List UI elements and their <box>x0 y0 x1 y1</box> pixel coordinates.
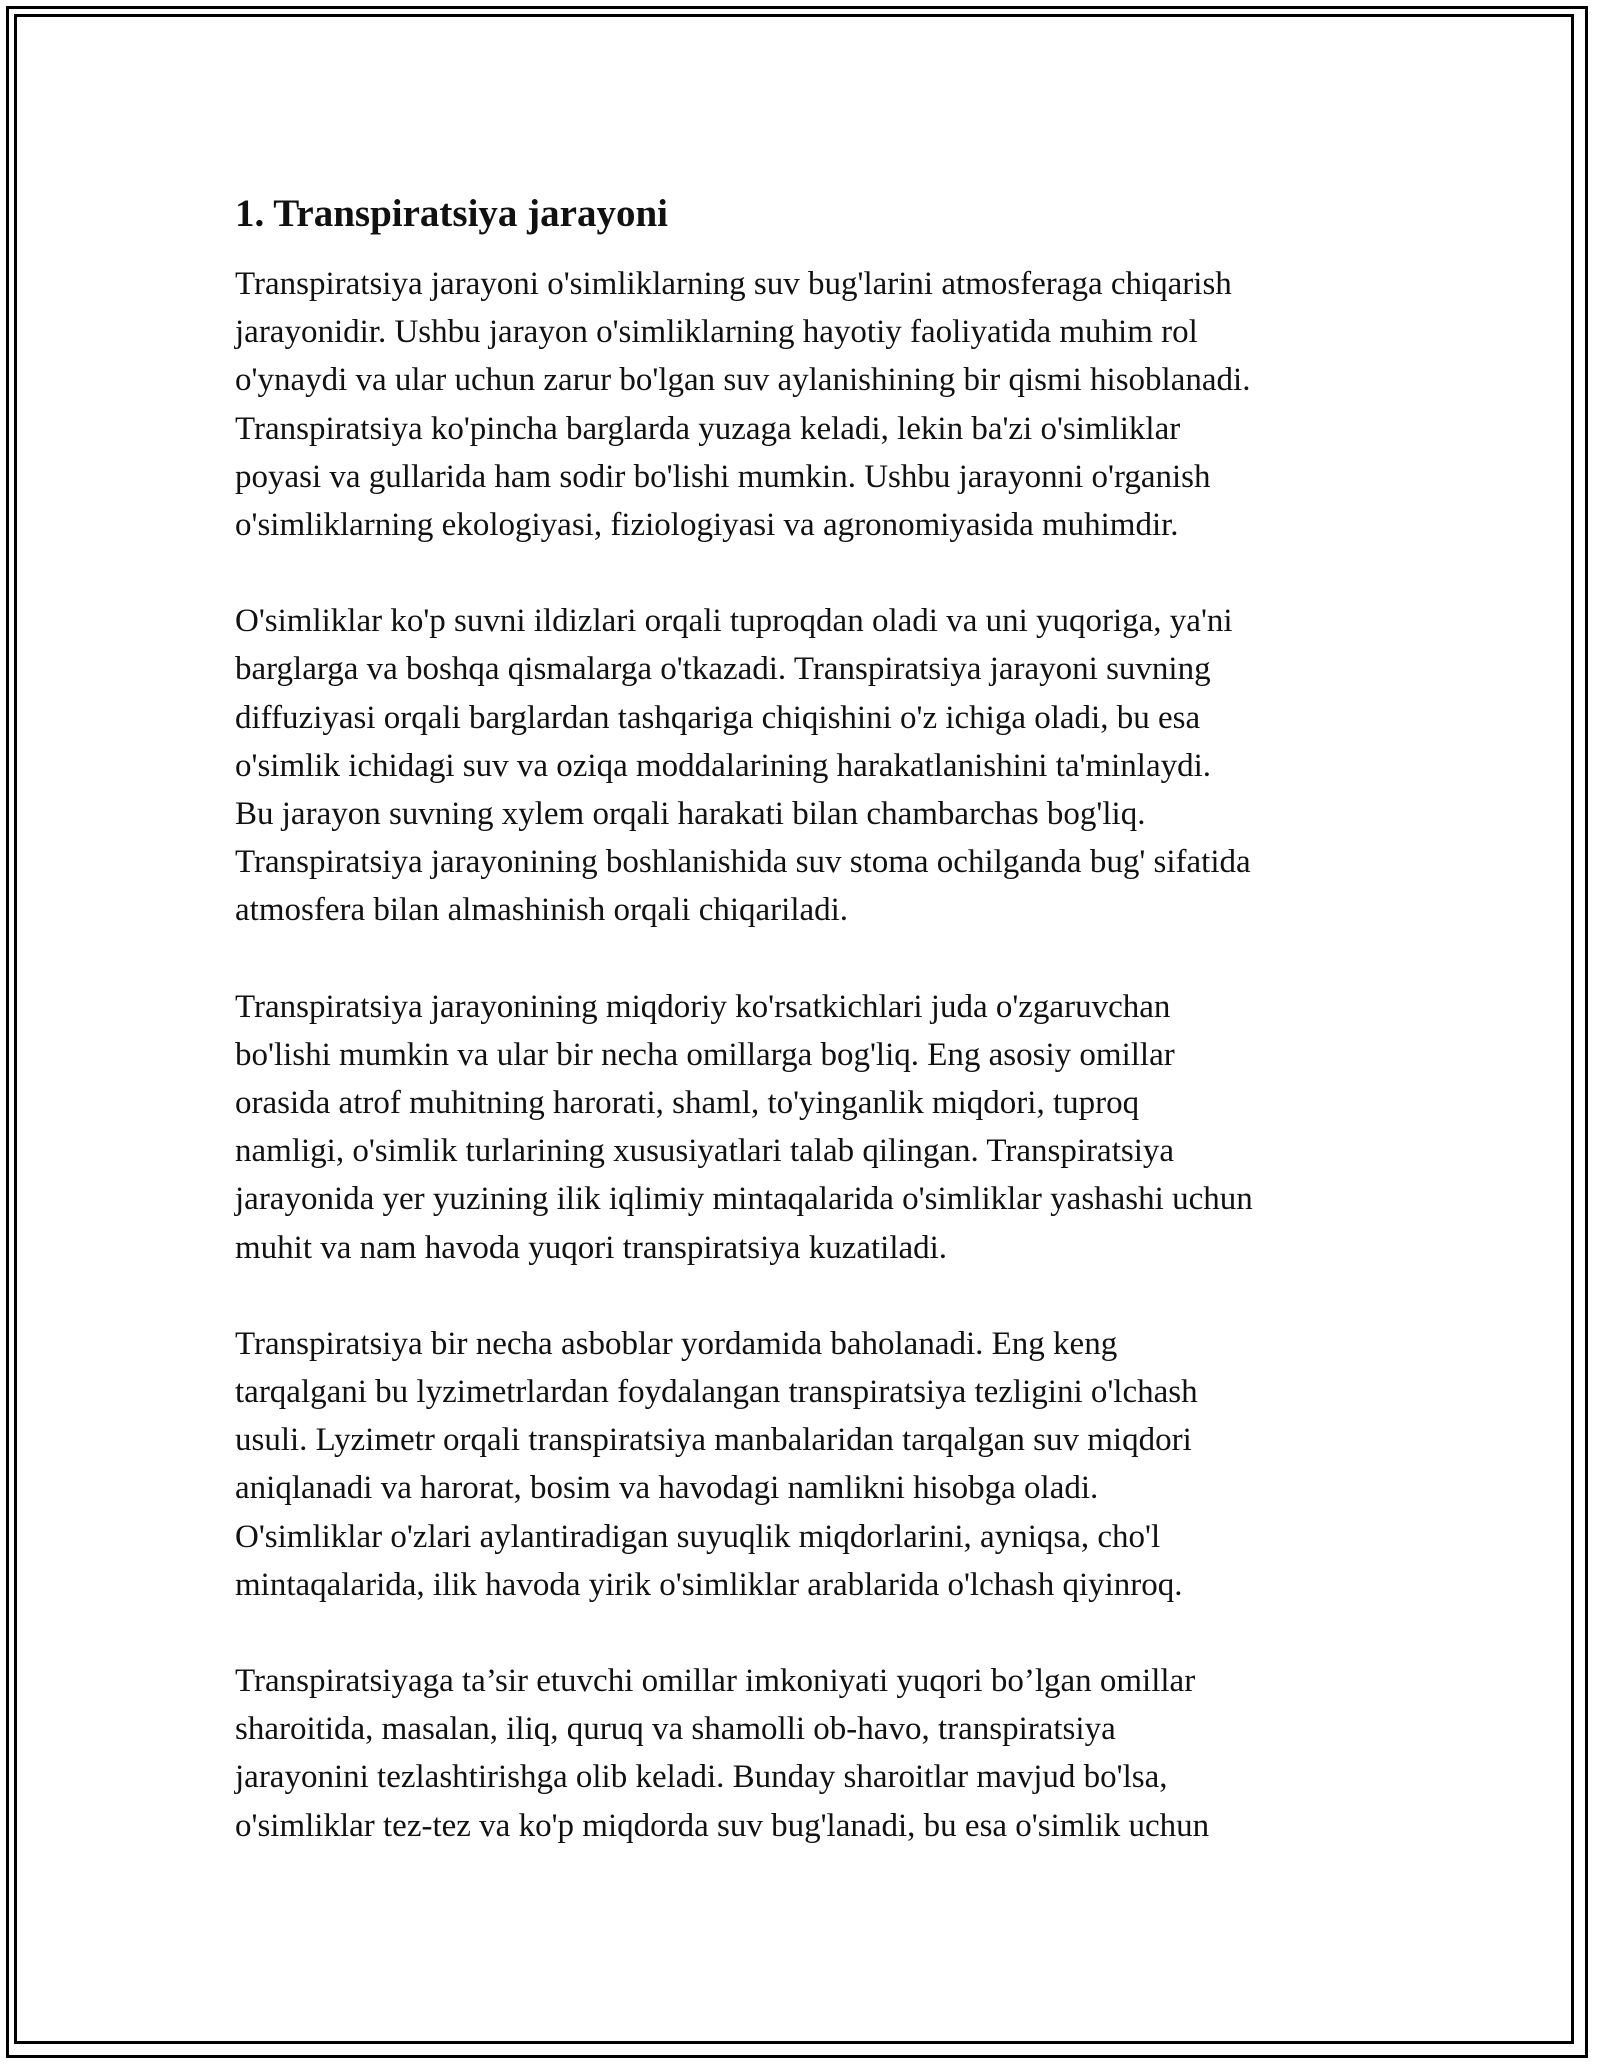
text-line: jarayonida yer yuzining ilik iqlimiy mintaqalarida o'simliklar yashashi uchun <box>235 1181 1253 1218</box>
text-line: Transpiratsiyaga ta’sir etuvchi omillar imkoniyati yuqori bo’lgan omillar <box>235 1663 1196 1700</box>
text-line: o'simliklarning ekologiyasi, fiziologiyasi va agronomiyasida muhimdir. <box>235 507 1179 544</box>
text-line: Bu jarayon suvning xylem orqali harakati bilan chambarchas bog'liq. <box>235 796 1146 833</box>
text-line: barglarga va boshqa qismalarga o'tkazadi. Transpiratsiya jarayoni suvning <box>235 651 1211 688</box>
section-title: 1. Transpiratsiya jarayoni <box>235 192 668 235</box>
text-line: o'ynaydi va ular uchun zarur bo'lgan suv aylanishining bir qismi hisoblanadi. <box>235 362 1251 399</box>
text-line: O'simliklar ko'p suvni ildizlari orqali tuproqdan oladi va uni yuqoriga, ya'ni <box>235 603 1233 640</box>
paragraph-5 <box>235 1657 1375 1850</box>
text-line: jarayonini tezlashtirishga olib keladi. Bunday sharoitlar mavjud bo'lsa, <box>235 1759 1168 1796</box>
text-line: jarayonidir. Ushbu jarayon o'simliklarning hayotiy faoliyatida muhim rol <box>235 314 1198 351</box>
text-line: atmosfera bilan almashinish orqali chiqariladi. <box>235 892 849 929</box>
text-line: o'simliklar tez-tez va ko'p miqdorda suv bug'lanadi, bu esa o'simlik uchun <box>235 1807 1210 1844</box>
paragraph-2 <box>235 597 1375 934</box>
document-body <box>235 190 1375 1898</box>
text-line: usuli. Lyzimetr orqali transpiratsiya manbalaridan tarqalgan suv miqdori <box>235 1422 1192 1459</box>
text-line: Transpiratsiya jarayoni o'simliklarning suv bug'larini atmosferaga chiqarish <box>235 266 1232 302</box>
text-line: poyasi va gullarida ham sodir bo'lishi mumkin. Ushbu jarayonni o'rganish <box>235 458 1211 495</box>
text-line: Transpiratsiya jarayonining miqdoriy ko'rsatkichlari juda o'zgaruvchan <box>235 988 1171 1025</box>
paragraph-4 <box>235 1320 1375 1609</box>
text-line: orasida atrof muhitning harorati, shaml, to'yinganlik miqdori, tuproq <box>235 1085 1140 1122</box>
text-line: Transpiratsiya ko'pincha barglarda yuzaga keladi, lekin ba'zi o'simliklar <box>235 410 1181 447</box>
text-line: diffuziyasi orqali barglardan tashqariga chiqishini o'z ichiga oladi, bu esa <box>235 699 1201 736</box>
text-line: mintaqalarida, ilik havoda yirik o'simliklar arablarida o'lchash qiyinroq. <box>235 1566 1183 1603</box>
text-line: sharoitida, masalan, iliq, quruq va shamolli ob-havo, transpiratsiya <box>235 1711 1116 1748</box>
text-line: tarqalgani bu lyzimetrlardan foydalangan transpiratsiya tezligini o'lchash <box>235 1374 1198 1411</box>
text-line: O'simliklar o'zlari aylantiradigan suyuqlik miqdorlarini, ayniqsa, cho'l <box>235 1518 1161 1555</box>
paragraph-3 <box>235 983 1375 1272</box>
text-line: aniqlanadi va harorat, bosim va havodagi namlikni hisobga oladi. <box>235 1470 1099 1507</box>
text-line: bo'lishi mumkin va ular bir necha omillarga bog'liq. Eng asosiy omillar <box>235 1036 1175 1073</box>
text-line: namligi, o'simlik turlarining xususiyatlari talab qilingan. Transpiratsiya <box>235 1133 1175 1170</box>
text-line: Transpiratsiya jarayonining boshlanishida suv stoma ochilganda bug' sifatida <box>235 844 1251 881</box>
paragraph-1 <box>235 260 1375 549</box>
text-line: muhit va nam havoda yuqori transpiratsiya kuzatiladi. <box>235 1229 948 1266</box>
text-line: Transpiratsiya bir necha asboblar yordamida baholanadi. Eng keng <box>235 1325 1118 1362</box>
text-line: o'simlik ichidagi suv va oziqa moddalarining harakatlanishini ta'minlaydi. <box>235 747 1212 784</box>
